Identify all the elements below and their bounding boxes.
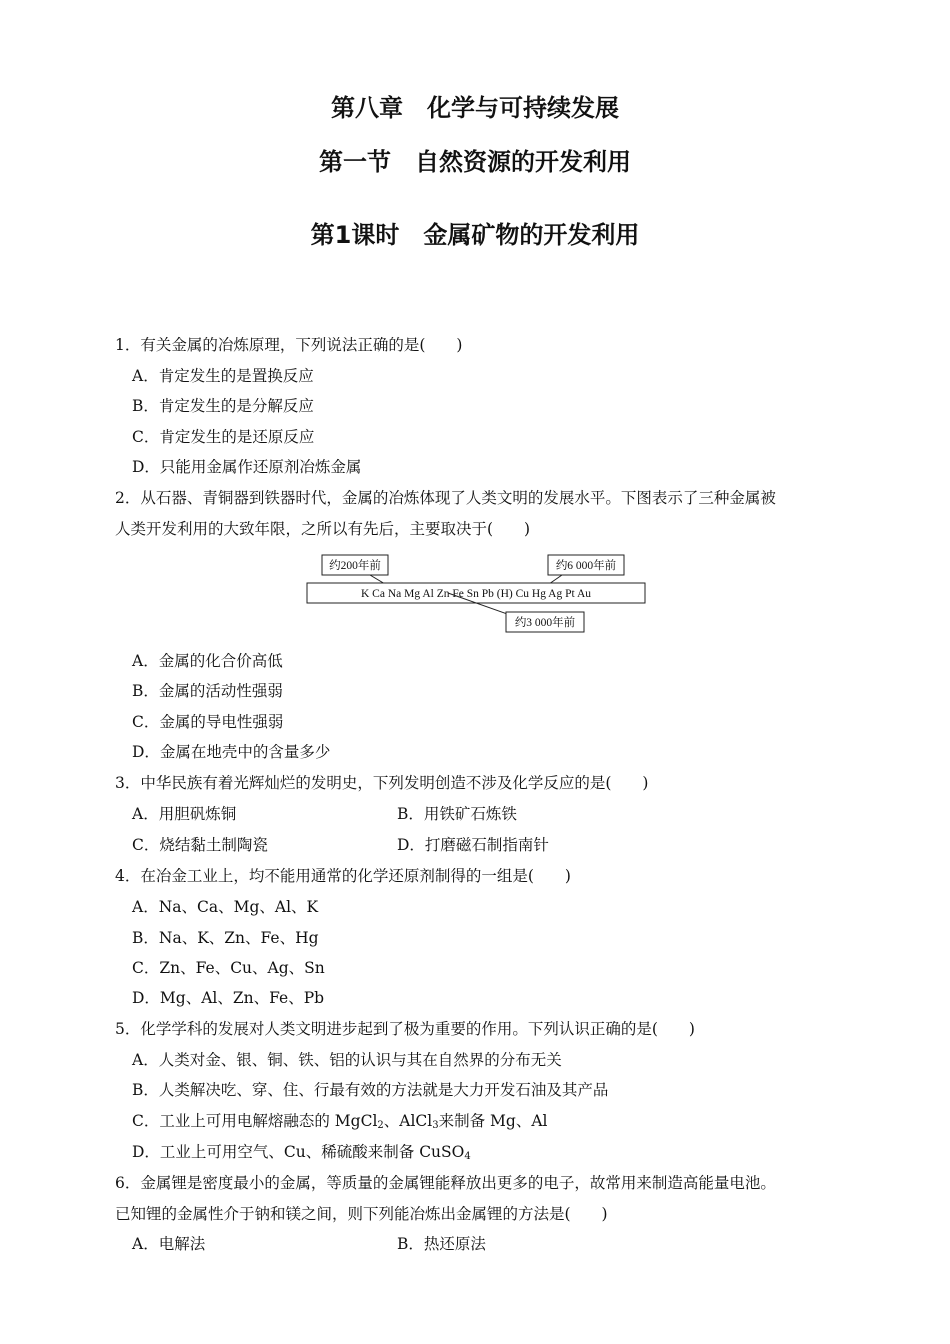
chapter-title: 第八章 化学与可持续发展 (331, 94, 619, 122)
question-4-option-b: B．Na、K、Zn、Fe、Hg (132, 929, 319, 947)
question-6-stem-line1: 6．金属锂是密度最小的金属，等质量的金属锂能释放出更多的电子，故常用来制造高能量电池。 (115, 1174, 776, 1192)
question-5-option-c (132, 1111, 548, 1131)
question-4-option-c: C．Zn、Fe、Cu、Ag、Sn (132, 959, 325, 977)
question-5-option-d (132, 1142, 471, 1162)
label-cu-text: 约6 000年前 (555, 560, 617, 572)
question-3-option-b: B．用铁矿石炼铁 (397, 805, 517, 823)
question-2-option-b: B．金属的活动性强弱 (132, 682, 283, 700)
question-5-option-a: A．人类对金、银、铜、铁、铝的认识与其在自然界的分布无关 (132, 1051, 562, 1069)
question-3-stem: 3．中华民族有着光辉灿烂的发明史，下列发明创造不涉及化学反应的是( ) (115, 774, 649, 792)
question-1-option-a: A．肯定发生的是置换反应 (132, 367, 314, 385)
question-1-option-c: C．肯定发生的是还原反应 (132, 428, 315, 446)
question-4-option-d: D．Mg、Al、Zn、Fe、Pb (132, 989, 325, 1007)
question-3-option-d: D．打磨磁石制指南针 (397, 836, 549, 854)
subscript: 2 (377, 1120, 384, 1131)
question-6-stem-line2: 已知锂的金属性介于钠和镁之间，则下列能冶炼出金属锂的方法是( ) (115, 1205, 608, 1223)
question-1-option-b: B．肯定发生的是分解反应 (132, 397, 314, 415)
question-5-option-d-prefix: D．工业上可用空气、Cu、稀硫酸来制备 CuSO (132, 1143, 465, 1161)
question-2-stem-line2: 人类开发利用的大致年限，之所以有先后，主要取决于( ) (115, 520, 531, 538)
question-3-option-a: A．用胆矾炼铜 (132, 805, 237, 823)
question-2-option-d: D．金属在地壳中的含量多少 (132, 743, 331, 761)
activity-series-text: K Ca Na Mg Al Zn Fe Sn Pb (H) Cu Hg Ag Pt Au (360, 588, 592, 600)
metal-activity-svg (300, 553, 650, 635)
question-5-option-b: B．人类解决吃、穿、住、行最有效的方法就是大力开发石油及其产品 (132, 1081, 609, 1099)
lesson-title: 第1课时 金属矿物的开发利用 (310, 221, 640, 249)
question-6-option-b: B．热还原法 (397, 1235, 486, 1253)
question-2-option-c: C．金属的导电性强弱 (132, 713, 284, 731)
question-5-option-c-mid: 、AlCl (383, 1112, 433, 1130)
question-2-option-a: A．金属的化合价高低 (132, 652, 283, 670)
question-1-stem: 1．有关金属的冶炼原理，下列说法正确的是( ) (115, 336, 463, 354)
question-2-stem-line1: 2．从石器、青铜器到铁器时代，金属的冶炼体现了人类文明的发展水平。下图表示了三种金属被 (115, 489, 776, 507)
subscript: 4 (464, 1151, 471, 1162)
label-al-text: 约200年前 (329, 560, 381, 572)
subscript: 3 (432, 1120, 439, 1131)
question-6-option-a: A．电解法 (132, 1235, 206, 1253)
question-5-option-c-suffix: 来制备 Mg、Al (438, 1112, 548, 1130)
question-5-option-c-prefix: C．工业上可用电解熔融态的 MgCl (132, 1112, 378, 1130)
label-fe-text: 约3 000年前 (514, 617, 576, 629)
question-3-option-c: C．烧结黏土制陶瓷 (132, 836, 268, 854)
question-4-stem: 4．在冶金工业上，均不能用通常的化学还原剂制得的一组是( ) (115, 867, 571, 885)
question-4-option-a: A．Na、Ca、Mg、Al、K (132, 898, 319, 916)
section-title: 第一节 自然资源的开发利用 (319, 148, 631, 176)
question-1-option-d: D．只能用金属作还原剂冶炼金属 (132, 458, 362, 476)
metal-activity-diagram (300, 553, 650, 635)
question-5-stem: 5．化学学科的发展对人类文明进步起到了极为重要的作用。下列认识正确的是( ) (115, 1020, 695, 1038)
